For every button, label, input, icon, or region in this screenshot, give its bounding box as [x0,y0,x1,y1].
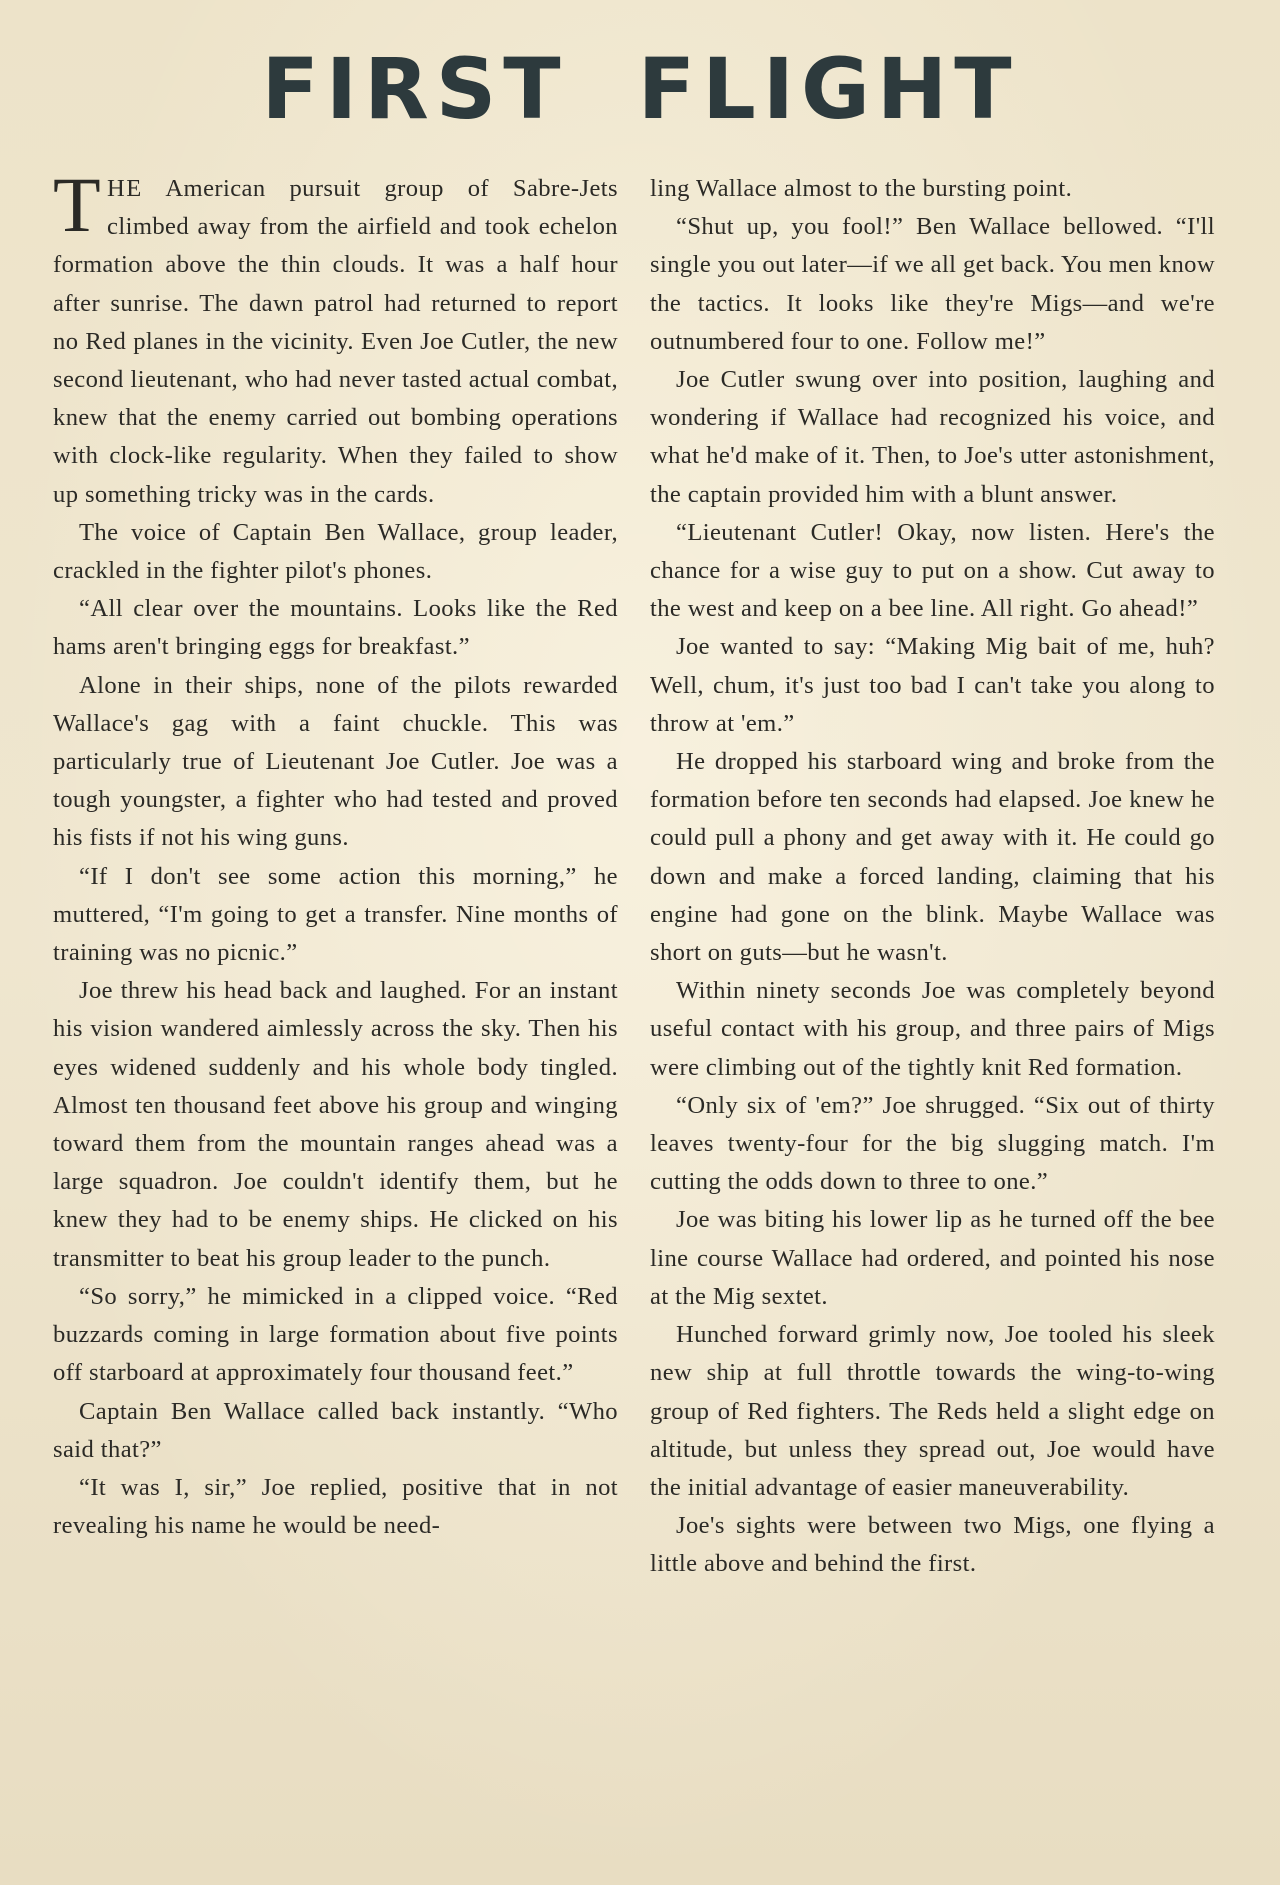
paragraph-2: The voice of Captain Ben Wallace, group leader, crackled in the fighter pilot's phones. [53,518,618,585]
paragraph-10: “Shut up, you fool!” Ben Wallace bellowed. “I'll single you out later—if we all get back. You men know the tactics. It looks like they're Migs—and we're outnumbered four to one. Follow me!” [650,213,1215,355]
paragraph-8: Captain Ben Wallace called back instantly. “Who said that?” [53,1397,618,1463]
right-column [650,170,1215,1584]
paragraph-4: Alone in their ships, none of the pilots rewarded Wallace's gag with a faint chuckle. This was particularly true of Lieutenant Joe Cutler. Joe was a tough youngster, a fighter who had tested and proved his fists if not his wing guns. [53,671,618,852]
drop-cap: T [53,161,102,248]
paragraph-5: “If I don't see some action this morning,” he muttered, “I'm going to get a transfer. Nine months of training was no picnic.” [53,862,618,967]
paragraph-7: “So sorry,” he mimicked in a clipped voice. “Red buzzards coming in large formation about five points off starboard at approximately four thousand feet.” [53,1282,618,1387]
paragraph-19: Joe's sights were between two Migs, one flying a little above and behind the first. [650,1512,1215,1578]
paragraph-1 [53,161,618,514]
paragraph-14: He dropped his starboard wing and broke from the formation before ten seconds had elapsed. Joe knew he could pull a phony and get away with it. He could go down and make a forced landing, claiming that his engine had gone on the blink. Maybe Wallace was short on guts—but he wasn't. [650,748,1215,967]
paragraph-11: Joe Cutler swung over into position, laughing and wondering if Wallace had recognized his voice, and what he'd make of it. Then, to Joe's utter astonishment, the captain provided him with a blunt answer. [650,366,1215,508]
paragraph-13: Joe wanted to say: “Making Mig bait of me, huh? Well, chum, it's just too bad I can't take you along to throw at 'em.” [650,633,1215,737]
paragraph-9: “It was I, sir,” Joe replied, positive that in not revealing his name he would be need- [53,1473,618,1540]
left-column [53,161,618,1545]
paragraph-18: Hunched forward grimly now, Joe tooled his sleek new ship at full throttle towards the wing-to-wing group of Red fighters. The Reds held a slight edge on altitude, but unless they spread out, Joe would have the initial advantage of easier maneuverability. [650,1321,1215,1501]
paragraph-6: Joe threw his head back and laughed. For an instant his vision wandered aimlessly across the sky. Then his eyes widened suddenly and his whole body tingled. Almost ten thousand feet above his group and winging toward them from the mountain ranges ahead was a large squadron. Joe couldn't identify them, but he knew they had to be enemy ships. He clicked on his transmitter to beat his group leader to the punch. [53,977,618,1272]
paragraph-16: “Only six of 'em?” Joe shrugged. “Six out of thirty leaves twenty-four for the big slugging match. I'm cutting the odds down to three to one.” [650,1091,1215,1196]
paragraph-1-text: American pursuit group of Sabre-Jets climbed away from the airfield and took echelon formation above the thin clouds. It was a half hour after sunrise. The dawn patrol had returned to report no Red planes in the vicinity. Even Joe Cutler, the new second lieutenant, who had never tasted actual combat, knew that the enemy carried out bombing operations with clock-like regularity. When they failed to show up something tricky was in the cards. [53,175,618,508]
article-title: FIRST FLIGHT [261,40,1019,138]
paragraph-17: Joe was biting his lower lip as he turned off the bee line course Wallace had ordered, and pointed his nose at the Mig sextet. [650,1206,1215,1310]
paragraph-continuation: ling Wallace almost to the bursting point. [650,175,1073,202]
paragraph-15: Within ninety seconds Joe was completely beyond useful contact with his group, and three pairs of Migs were climbing out of the tightly knit Red formation. [650,977,1215,1081]
first-word-rest: HE [107,175,143,202]
paragraph-12: “Lieutenant Cutler! Okay, now listen. Here's the chance for a wise guy to put on a show. Cut away to the west and keep on a bee line. All right. Go ahead!” [650,518,1215,623]
paragraph-3: “All clear over the mountains. Looks like the Red hams aren't bringing eggs for breakfast.” [53,595,618,661]
